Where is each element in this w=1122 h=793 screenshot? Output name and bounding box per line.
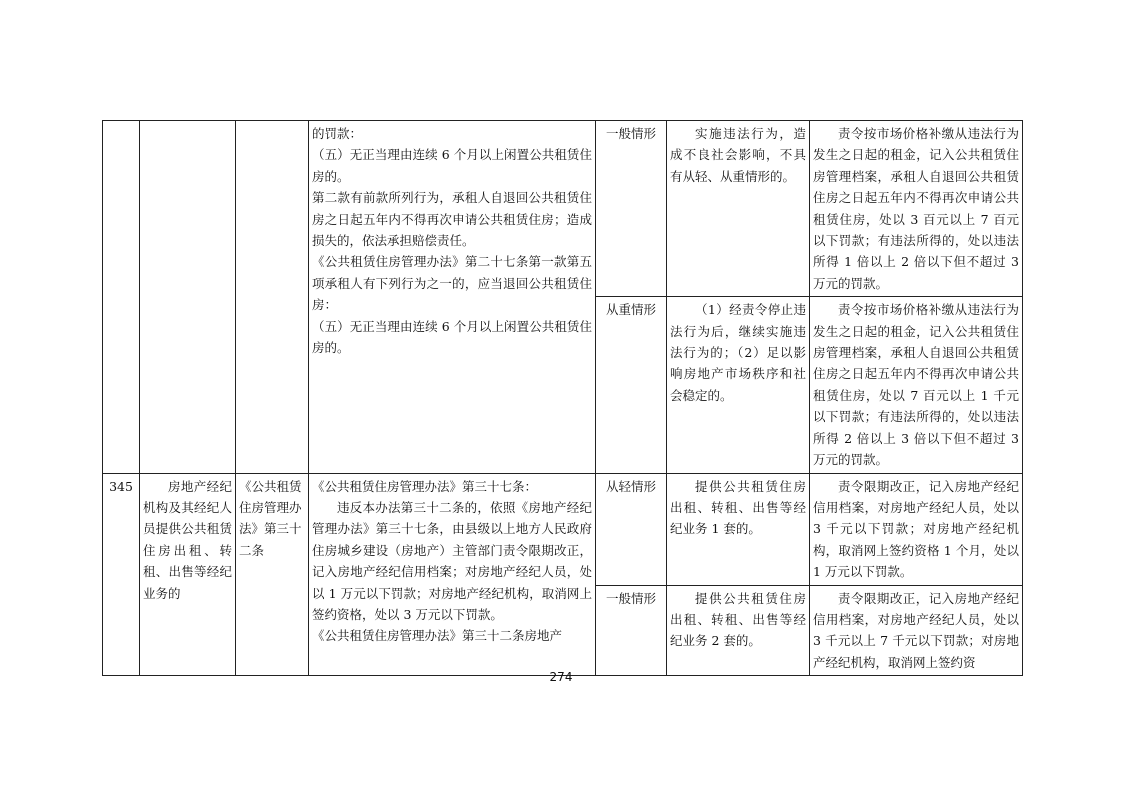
circumstance-cell xyxy=(667,585,810,676)
page-number: 274 xyxy=(549,670,573,684)
penalty-cell xyxy=(810,473,1023,585)
table-row xyxy=(103,473,1023,585)
circumstance-cell xyxy=(667,473,810,585)
provision-text: 的罚款： （五）无正当理由连续 6 个月以上闲置公共租赁住房的。 第二款有前款所列行为，承租人自退回公共租赁住房之日起五年内不得再次申请公共租赁住房；造成损失的，依法承担赔偿责任。 《公共租赁住房管理办法》第二十七条第一款第五项承租人有下列行为之一的，应当退回公共租赁住房： （五）无正当理由连续 6 个月以上闲置公共租赁住房的。 xyxy=(312,126,592,356)
circumstance-cell xyxy=(667,297,810,473)
provision-title: 《公共租赁住房管理办法》第三十七条： xyxy=(312,478,538,494)
circumstance-text: 实施违法行为，造成不良社会影响，不具有从轻、从重情形的。 xyxy=(670,126,806,184)
violation-subject-cell xyxy=(140,121,236,474)
case-level-cell: 从轻情形 xyxy=(596,473,667,585)
circumstance-text: 提供公共租赁住房出租、转租、出售等经纪业务 1 套的。 xyxy=(670,478,806,537)
item-number-cell: 345 xyxy=(103,473,140,676)
penalty-text: 责令限期改正，记入房地产经纪信用档案，对房地产经纪人员，处以 3 千元以下罚款；对房地产经纪机构，取消网上签约资格 1 个月，处以 1 万元以下罚款。 xyxy=(813,478,1019,580)
penalty-standard-table xyxy=(102,120,1023,676)
penalty-text: 责令按市场价格补缴从违法行为发生之日起的租金，记入公共租赁住房管理档案，承租人自退回公共租赁住房之日起五年内不得再次申请公共租赁住房，处以 7 百元以上 1 千元以下罚款；有违法所得的，处以违法所得 2 倍以上 3 倍以下但不超过 3 万元的罚款。 xyxy=(813,302,1019,468)
provision-tail: 《公共租赁住房管理办法》第三十二条房地产 xyxy=(312,628,563,644)
penalty-text: 责令按市场价格补缴从违法行为发生之日起的租金，记入公共租赁住房管理档案，承租人自退回公共租赁住房之日起五年内不得再次申请公共租赁住房，处以 3 百元以上 7 百元以下罚款；有违法所得的，处以违法所得 1 倍以上 2 倍以下但不超过 3 万元的罚款。 xyxy=(813,126,1019,291)
penalty-cell xyxy=(810,121,1023,297)
circumstance-cell xyxy=(667,121,810,297)
provision-cell xyxy=(309,121,596,474)
circumstance-text: （1）经责令停止违法行为后，继续实施违法行为的；（2）足以影响房地产市场秩序和社会稳定的。 xyxy=(670,302,806,403)
legal-basis-cell: 《公共租赁住房管理办法》第三十二条 xyxy=(236,473,309,676)
case-level-cell: 从重情形 xyxy=(596,297,667,473)
item-number-cell xyxy=(103,121,140,474)
case-level-cell: 一般情形 xyxy=(596,585,667,676)
case-level-cell: 一般情形 xyxy=(596,121,667,297)
violation-subject-text: 房地产经纪机构及其经纪人员提供公共租赁住房出租、转租、出售等经纪业务的 xyxy=(143,478,232,601)
circumstance-text: 提供公共租赁住房出租、转租、出售等经纪业务 2 套的。 xyxy=(670,590,806,649)
provision-body: 违反本办法第三十二条的，依照《房地产经纪管理办法》第三十七条，由县级以上地方人民政府住房城乡建设（房地产）主管部门责令限期改正，记入房地产经纪信用档案；对房地产经纪人员，处以 1 万元以下罚款；对房地产经纪机构，取消网上签约资格，处以 3 万元以下罚款。 xyxy=(312,499,592,622)
table-row xyxy=(103,121,1023,297)
violation-subject-cell xyxy=(140,473,236,676)
legal-basis-cell xyxy=(236,121,309,474)
penalty-cell xyxy=(810,297,1023,473)
penalty-cell xyxy=(810,585,1023,676)
provision-cell xyxy=(309,473,596,676)
penalty-text: 责令限期改正，记入房地产经纪信用档案，对房地产经纪人员，处以 3 千元以上 7 千元以下罚款；对房地产经纪机构，取消网上签约资 xyxy=(813,590,1019,670)
